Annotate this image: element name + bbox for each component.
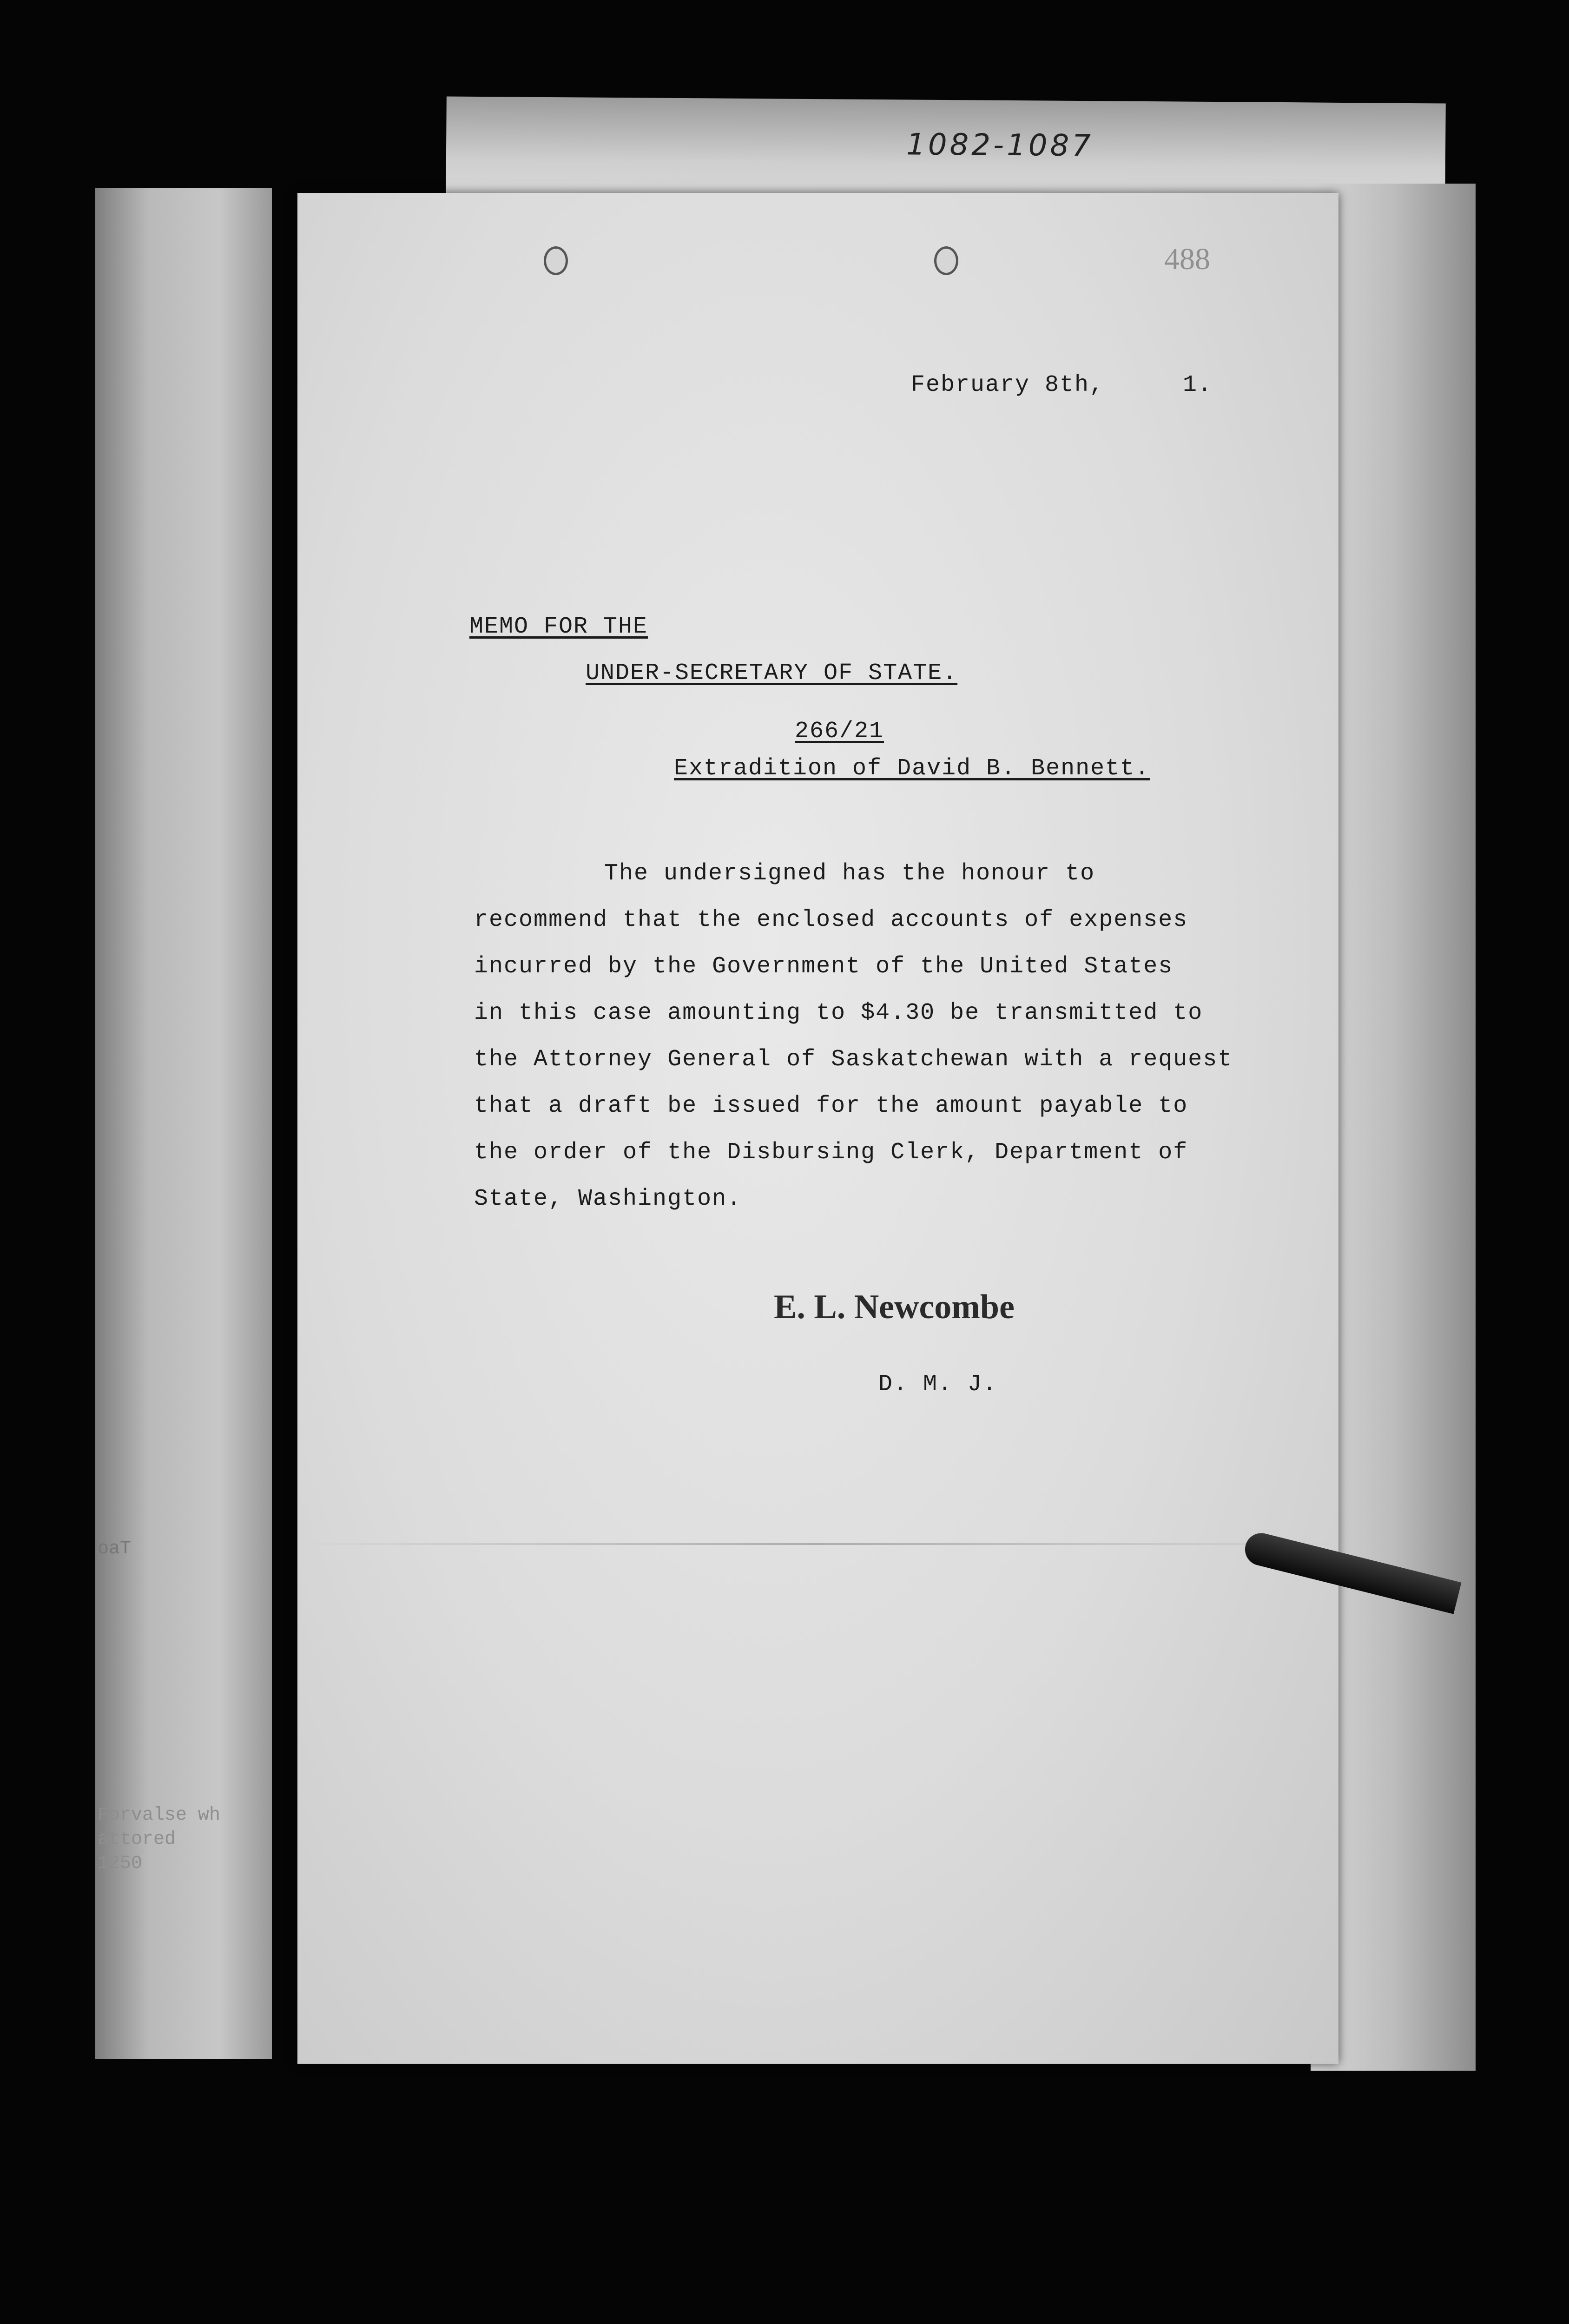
body-line: incurred by the Government of the United States [474, 953, 1173, 980]
body-line: State, Washington. [474, 1186, 742, 1212]
left-page-text-fragment: oaT [98, 1538, 132, 1559]
file-number: 266/21 [795, 718, 884, 745]
left-facing-page [95, 188, 272, 2059]
signature-stamp: E. L. Newcombe [774, 1288, 1015, 1326]
body-line: in this case amounting to $4.30 be transmitted to [474, 1000, 1203, 1026]
memo-date: February 8th, [911, 372, 1105, 398]
memo-body [474, 851, 1233, 1222]
body-line: The undersigned has the honour to [604, 860, 1095, 887]
body-line: that a draft be issued for the amount payable to [474, 1093, 1188, 1119]
memo-recipient: UNDER-SECRETARY OF STATE. [586, 660, 958, 687]
body-line: the order of the Disbursing Clerk, Department of [474, 1139, 1188, 1166]
body-line: recommend that the enclosed accounts of expenses [474, 907, 1188, 933]
memo-subject: Extradition of David B. Bennett. [674, 755, 1150, 782]
page-fold-line [297, 1543, 1338, 1545]
memo-heading: MEMO FOR THE [469, 614, 648, 640]
punch-hole-right [934, 246, 958, 275]
left-page-text-fragment: Forvalse wh attored 1250 [98, 1805, 221, 1874]
memo-year: 1. [1183, 372, 1213, 398]
punch-hole-left [544, 246, 568, 275]
page-number: 488 [1164, 242, 1210, 276]
signature-title: D. M. J. [878, 1371, 998, 1398]
body-line: the Attorney General of Saskatchewan with a request [474, 1046, 1233, 1073]
frame-number-annotation: 1082-1087 [906, 127, 1094, 164]
